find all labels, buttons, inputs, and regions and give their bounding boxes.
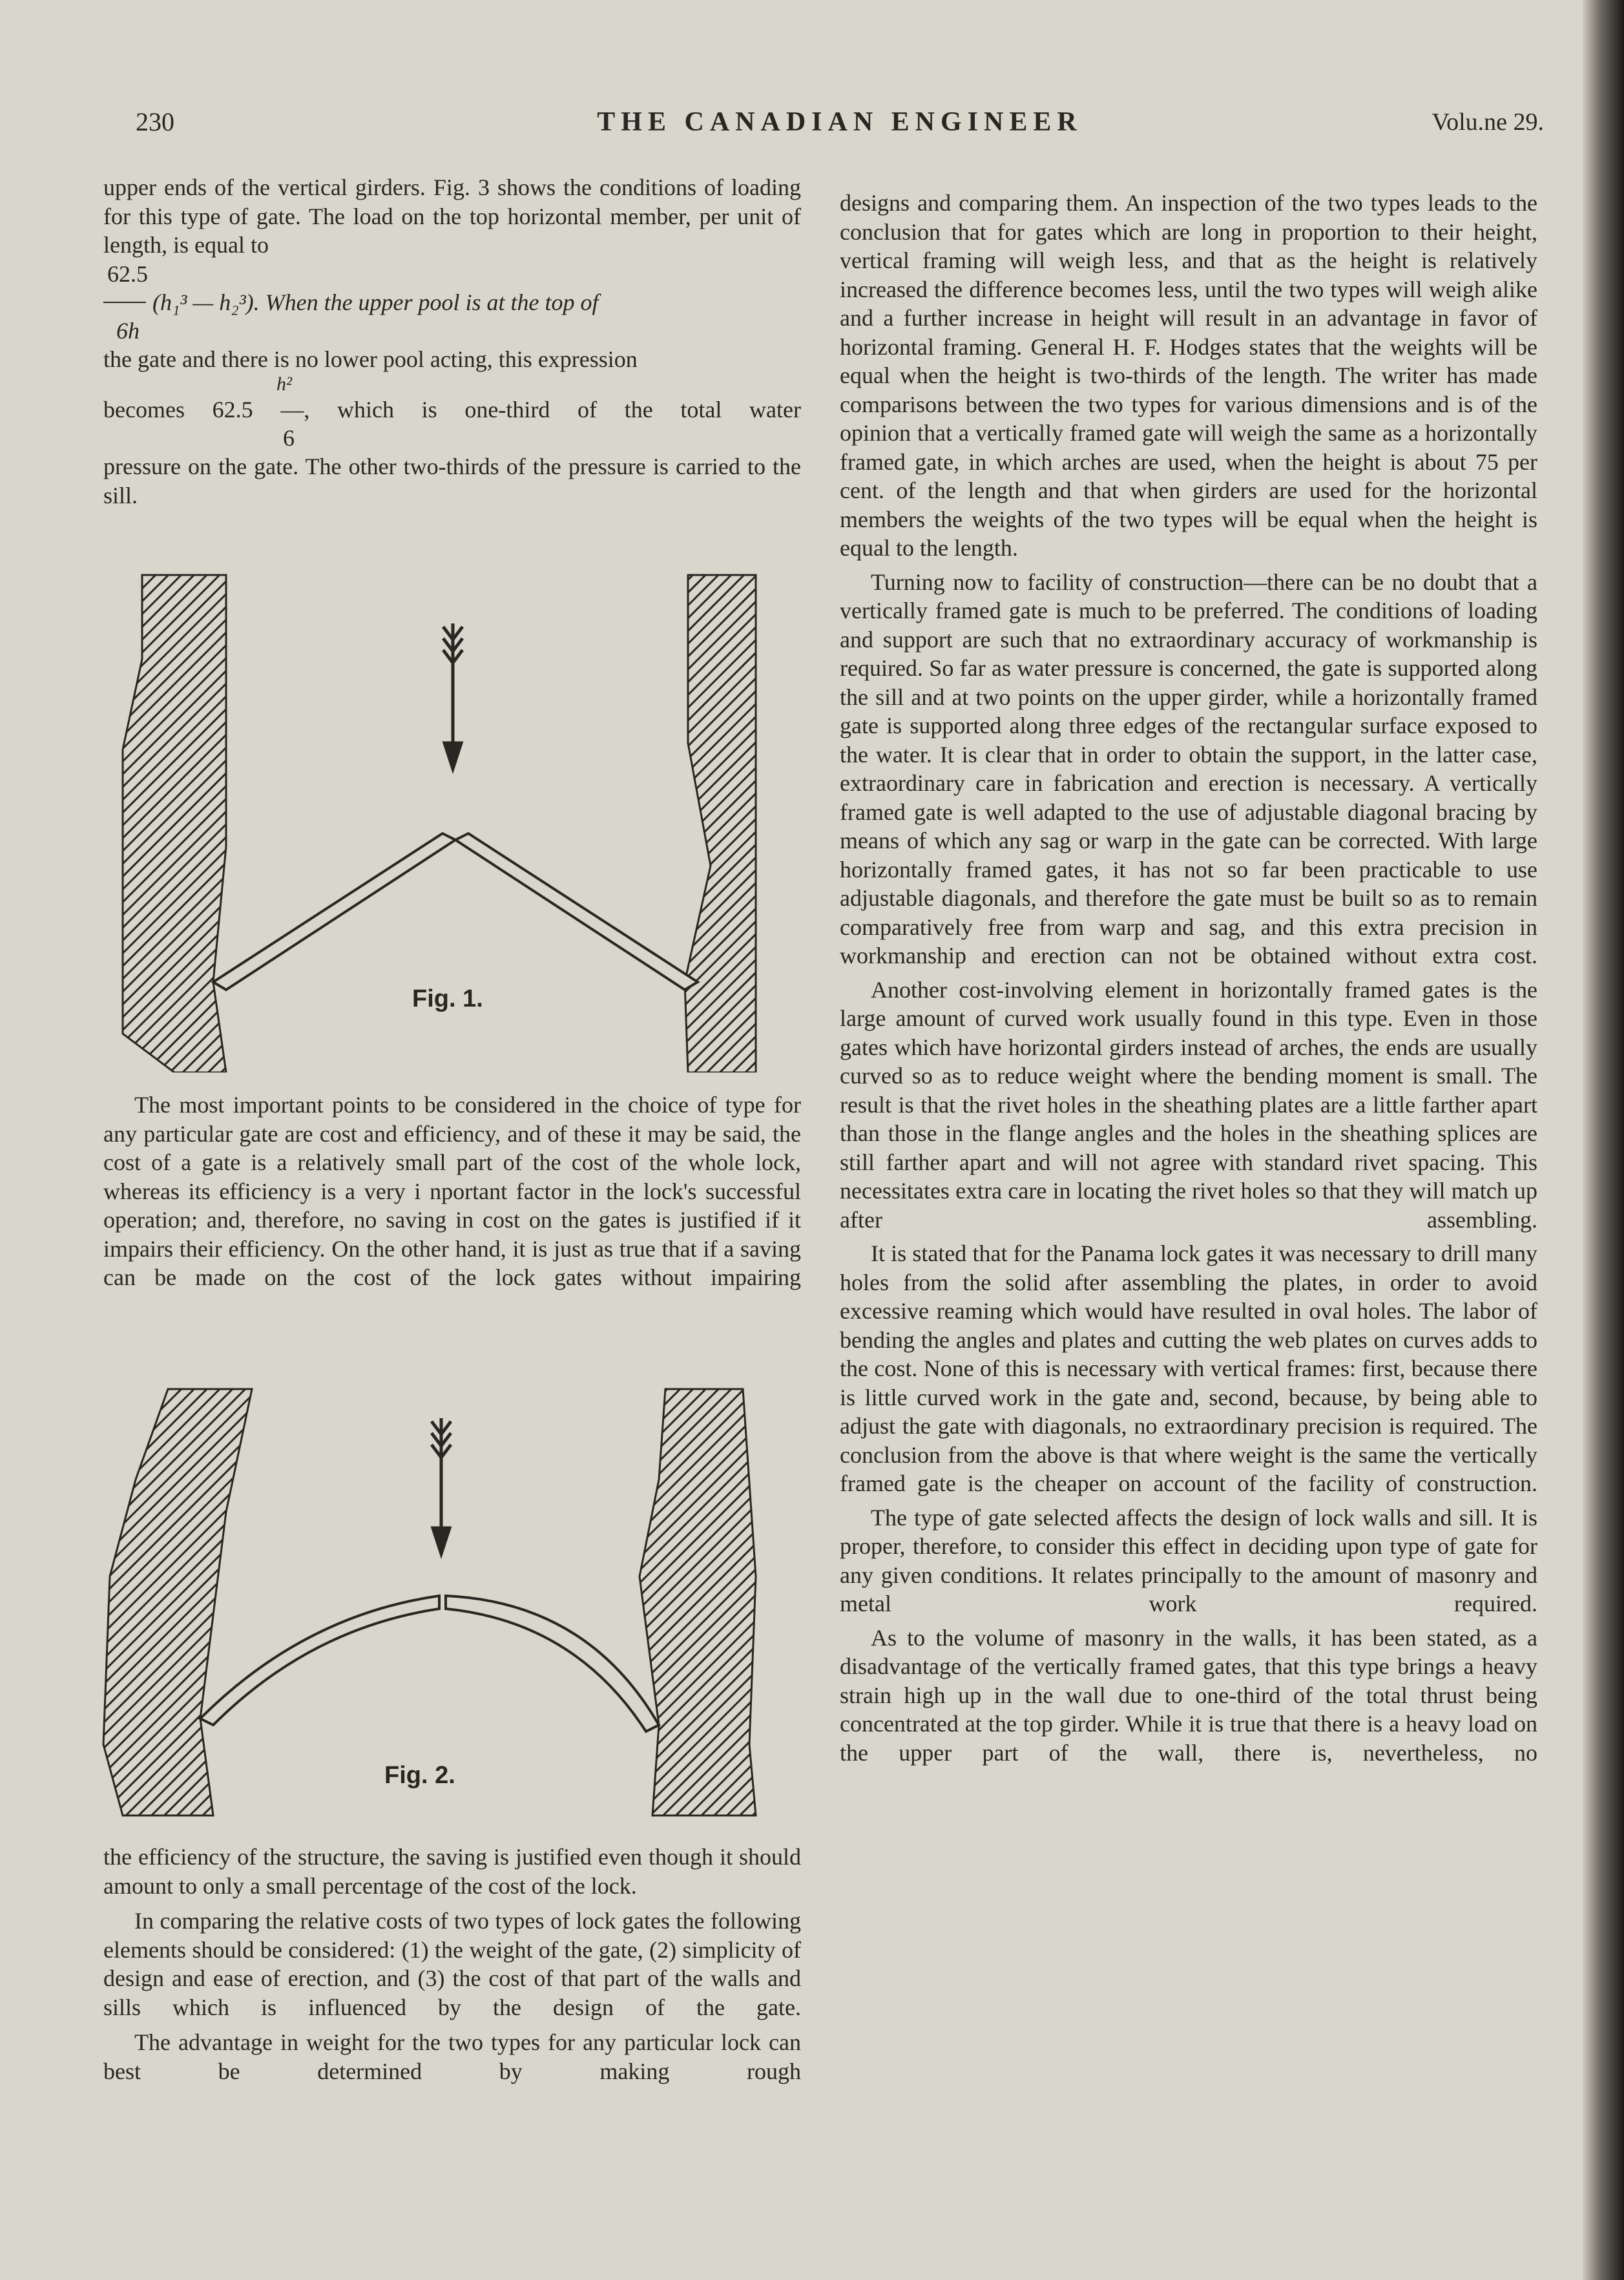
figure-2-diagram [97, 1383, 814, 1822]
formula-denominator: 6h [116, 317, 140, 344]
page-number: 230 [136, 107, 174, 136]
paragraph: The most important points to be considered in the choice of type for any particular gate are cost and efficiency, and of these it may be said, the cost of a gate is a relatively small part of the cost of the whole lock, whereas its efficiency is a very i nportant factor in the lock's successful operation; and, therefore, no saving in cost on the gates is justified if it impairs their efficiency. On the other hand, it is just as true that if a saving can be made on the cost of the lock gates without impairing [103, 1092, 801, 1290]
formula-tail: (h₁³ — h₂³). When the upper pool is at the top of [152, 289, 599, 315]
left-top-text [103, 173, 801, 510]
formula-numerator: 62.5 [107, 260, 148, 287]
formula-denominator-2: 6 [283, 425, 295, 451]
gate-leaf-left [200, 1596, 439, 1725]
paragraph: The type of gate selected affects the design of lock walls and sill. It is proper, therefore, to consider this effect in deciding upon type of gate for any given conditions. It relates principally to the amount of masonry and metal work required. [840, 1504, 1537, 1616]
page-header [136, 107, 1544, 145]
gate-leaf-right [455, 833, 698, 990]
volume-label: Volu.ne 29. [1431, 109, 1544, 136]
journal-title: THE CANADIAN ENGINEER [597, 107, 1083, 137]
paragraph: designs and comparing them. An inspection of the two types leads to the conclusion that for gates which are long in proportion to their height, vertical framing will weigh less, and that as the height is relatively increased the difference becomes less, until the two types will weigh alike and a further increase in height will result in an advantage in favor of horizontal framing. General H. F. Hodges states that the weights will be equal when the height is two-thirds of the length. The writer has made comparisons between the two types for various dimensions and is of the opinion that a vertically framed gate will weigh the same as a horizontally framed gate, in which arches are used, when the height is about 75 per cent. of the length and that when girders are used for the horizontal members the weights of the two types will be equal when the height is equal to the length. [840, 190, 1537, 561]
paragraph: the efficiency of the structure, the saving is justified even though it should amount to only a small percentage of the cost of the lock. [103, 1844, 801, 1899]
formula-1 [103, 260, 801, 345]
formula-2 [103, 373, 801, 452]
right-column-text [840, 189, 1537, 1767]
book-spine-shadow [1583, 0, 1624, 2280]
paragraph: Another cost-involving element in horizontally framed gates is the large amount of curved work usually found in this type. Even in those gates which have horizontal girders instead of arches, the ends are usually curved so as to reduce weight where the bending moment is small. The result is that the rivet holes in the sheathing plates are a little farther apart than those in the flange angles and the holes in the sheathing splices are still farther apart and will not agree with standard rivet spacing. This necessitates extra care in locating the rivet holes so that they will match up after assembling. [840, 976, 1537, 1233]
paragraph: It is stated that for the Panama lock gates it was necessary to drill many holes from the solid after assembling the plates, in order to avoid excessive reaming which would have resulted in oval holes. The labor of bending the angles and plates and cutting the web plates on curves adds to the cost. None of this is necessary with vertical frames: first, because there is little curved work in the gate and, second, because, by being able to adjust the gate with diagonals, no extraordinary precision is required. The conclusion from the above is that where weight is the same the vertically framed gate is the cheaper on account of the facility of construction. [840, 1240, 1537, 1496]
gate-leaf-left [213, 833, 455, 990]
paragraph: The advantage in weight for the two types for any particular lock can best be determined by making rough [103, 2029, 801, 2084]
flow-arrow [432, 1418, 451, 1554]
paragraph: As to the volume of masonry in the walls, it has been stated, as a disadvantage of the vertically framed gates, that this type brings a heavy strain high up in the wall due to one-third of the total thrust being concentrated at the top girder. While it is true that there is a heavy load on the upper part of the wall, there is, nevertheless, no [840, 1624, 1537, 1766]
left-mid-text [103, 1091, 801, 1292]
right-lock-wall [685, 575, 756, 1072]
gate-leaf-right [446, 1596, 659, 1731]
paragraph: In comparing the relative costs of two types of lock gates the following elements should be considered: (1) the weight of the gate, (2) simplicity of design and ease of erection, and (3) the cost of that part of the walls and sills which is influenced by the design of the gate. [103, 1908, 801, 2020]
paragraph: Turning now to facility of construction—there can be no doubt that a vertically framed gate is much to be preferred. The conditions of loading and support are such that no extraordinary accuracy of workmanship is required. So far as water pressure is concerned, the gate is supported along the sill and at two points on the upper girder, while a horizontally framed gate is supported along three edges of the rectangular surface exposed to the water. It is clear that in order to obtain the support, in the latter case, extraordinary care in fabrication and erection is necessary. A vertically framed gate is well adapted to the use of adjustable diagonal bracing by means of which any sag or warp in the gate can be corrected. With large horizontally framed gates, it has not so far been practicable to use adjustable diagonals, and therefore the gate must be built so as to remain comparatively free from warp and sag, and this extra precision in workmanship and erection can not be obtained without extra cost. [840, 569, 1537, 968]
paragraph: pressure on the gate. The other two-thirds of the pressure is carried to the sill. [103, 454, 801, 508]
paragraph: upper ends of the vertical girders. Fig. 3 shows the conditions of loading for this type of gate. The load on the top horizontal member, per unit of length, is equal to [103, 174, 801, 258]
figure-2-label: Fig. 2. [384, 1762, 455, 1789]
left-lock-wall [123, 575, 226, 1072]
paragraph: the gate and there is no lower pool acting, this expression [103, 346, 638, 372]
formula-superscript: h² [276, 373, 292, 395]
right-lock-wall [640, 1389, 756, 1815]
figure-1-label: Fig. 1. [412, 985, 483, 1012]
left-lock-wall [103, 1389, 252, 1815]
flow-arrow [443, 623, 463, 769]
formula-line: becomes 62.5 —, which is one-third of the total water [103, 397, 801, 423]
left-bottom-text [103, 1843, 801, 2086]
